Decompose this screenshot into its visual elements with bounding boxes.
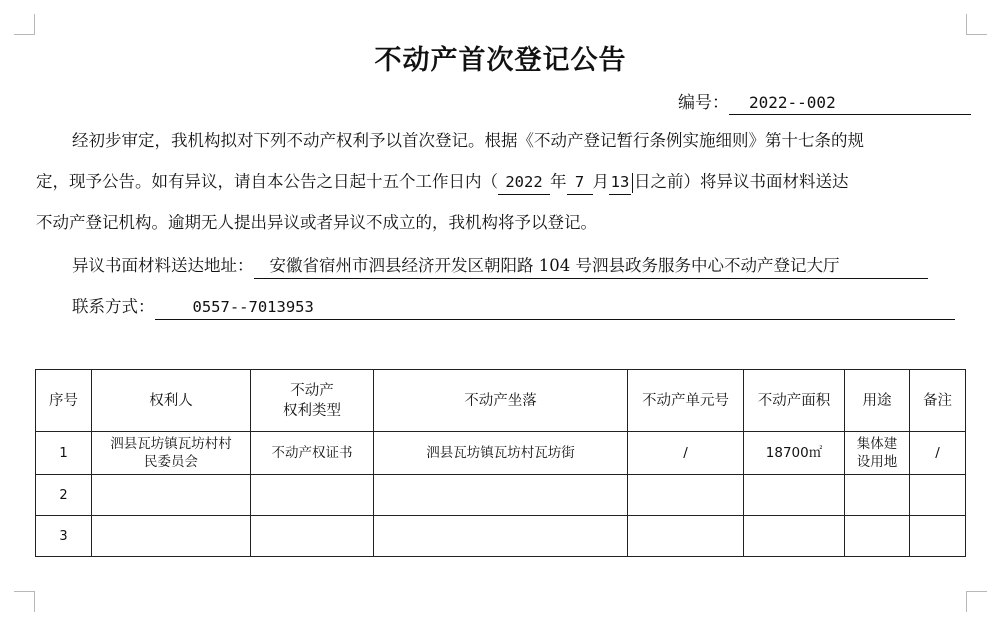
header-use: 用途	[845, 370, 910, 432]
corner-mark-bottom-right	[966, 591, 987, 612]
corner-mark-top-right	[966, 14, 987, 35]
cell-right-type	[251, 516, 374, 557]
header-right-type-line2: 权利类型	[283, 402, 341, 419]
paragraph-line-1: 经初步审定，我机构拟对下列不动产权利予以首次登记。根据《不动产登记暂行条例实施细则》第十七条的规	[72, 131, 864, 150]
paragraph-line-2-prefix: 定，现予公告。如有异议，请自本公告之日起十五个工作日内（	[36, 172, 498, 191]
cell-holder	[92, 516, 251, 557]
cell-area: 18700㎡	[744, 432, 845, 475]
cell-note	[910, 475, 966, 516]
header-right-type	[251, 370, 374, 432]
table-row	[36, 432, 966, 475]
deadline-year-suffix: 年	[550, 172, 567, 191]
cell-holder-line1: 泗县瓦坊镇瓦坊村村	[110, 436, 232, 452]
header-right-type-line1: 不动产	[290, 382, 334, 399]
cell-location	[374, 475, 628, 516]
cell-right-type	[251, 475, 374, 516]
address-value: 安徽省宿州市泗县经济开发区朝阳路 104 号泗县政务服务中心不动产登记大厅	[254, 254, 928, 279]
header-area: 不动产面积	[744, 370, 845, 432]
paragraph-line-3: 不动产登记机构。逾期无人提出异议或者异议不成立的，我机构将予以登记。	[36, 213, 597, 232]
deadline-day: 13	[609, 170, 631, 195]
cell-use-line1: 集体建	[856, 436, 898, 452]
contact-line	[72, 295, 955, 320]
cell-right-type: 不动产权证书	[251, 432, 374, 475]
cell-seq: 2	[36, 475, 92, 516]
doc-number	[678, 88, 971, 115]
deadline-month: 7	[567, 170, 593, 195]
corner-mark-bottom-left	[14, 591, 35, 612]
cell-location	[374, 516, 628, 557]
text-cursor	[632, 173, 633, 193]
paragraph-line-2-suffix: 日之前）将异议书面材料送达	[634, 172, 849, 191]
paragraph-line-2	[36, 170, 849, 195]
cell-seq: 3	[36, 516, 92, 557]
header-seq: 序号	[36, 370, 92, 432]
header-note: 备注	[910, 370, 966, 432]
cell-holder	[92, 432, 251, 475]
cell-use-line2: 设用地	[856, 454, 898, 470]
deadline-year: 2022	[498, 170, 550, 195]
cell-unit-number: /	[628, 432, 744, 475]
table-row	[36, 475, 966, 516]
cell-area	[744, 516, 845, 557]
header-unit-number: 不动产单元号	[628, 370, 744, 432]
cell-area	[744, 475, 845, 516]
contact-label: 联系方式：	[72, 297, 155, 316]
doc-number-label: 编号：	[678, 93, 729, 113]
corner-mark-top-left	[14, 14, 35, 35]
address-label: 异议书面材料送达地址：	[72, 256, 254, 275]
registration-table	[35, 369, 966, 557]
table-row	[36, 516, 966, 557]
document-title: 不动产首次登记公告	[374, 45, 627, 76]
header-holder: 权利人	[92, 370, 251, 432]
cell-use	[845, 432, 910, 475]
cell-unit-number	[628, 516, 744, 557]
cell-unit-number	[628, 475, 744, 516]
cell-seq: 1	[36, 432, 92, 475]
cell-holder-line2: 民委员会	[144, 454, 198, 470]
cell-use	[845, 475, 910, 516]
cell-use	[845, 516, 910, 557]
cell-note: /	[910, 432, 966, 475]
contact-value: 0557--7013953	[155, 295, 955, 320]
header-location: 不动产坐落	[374, 370, 628, 432]
cell-note	[910, 516, 966, 557]
table-header-row	[36, 370, 966, 432]
deadline-month-suffix: 月	[592, 172, 609, 191]
doc-number-value: 2022--002	[729, 92, 971, 115]
cell-holder	[92, 475, 251, 516]
address-line	[72, 254, 928, 279]
cell-location: 泗县瓦坊镇瓦坊村瓦坊街	[374, 432, 628, 475]
